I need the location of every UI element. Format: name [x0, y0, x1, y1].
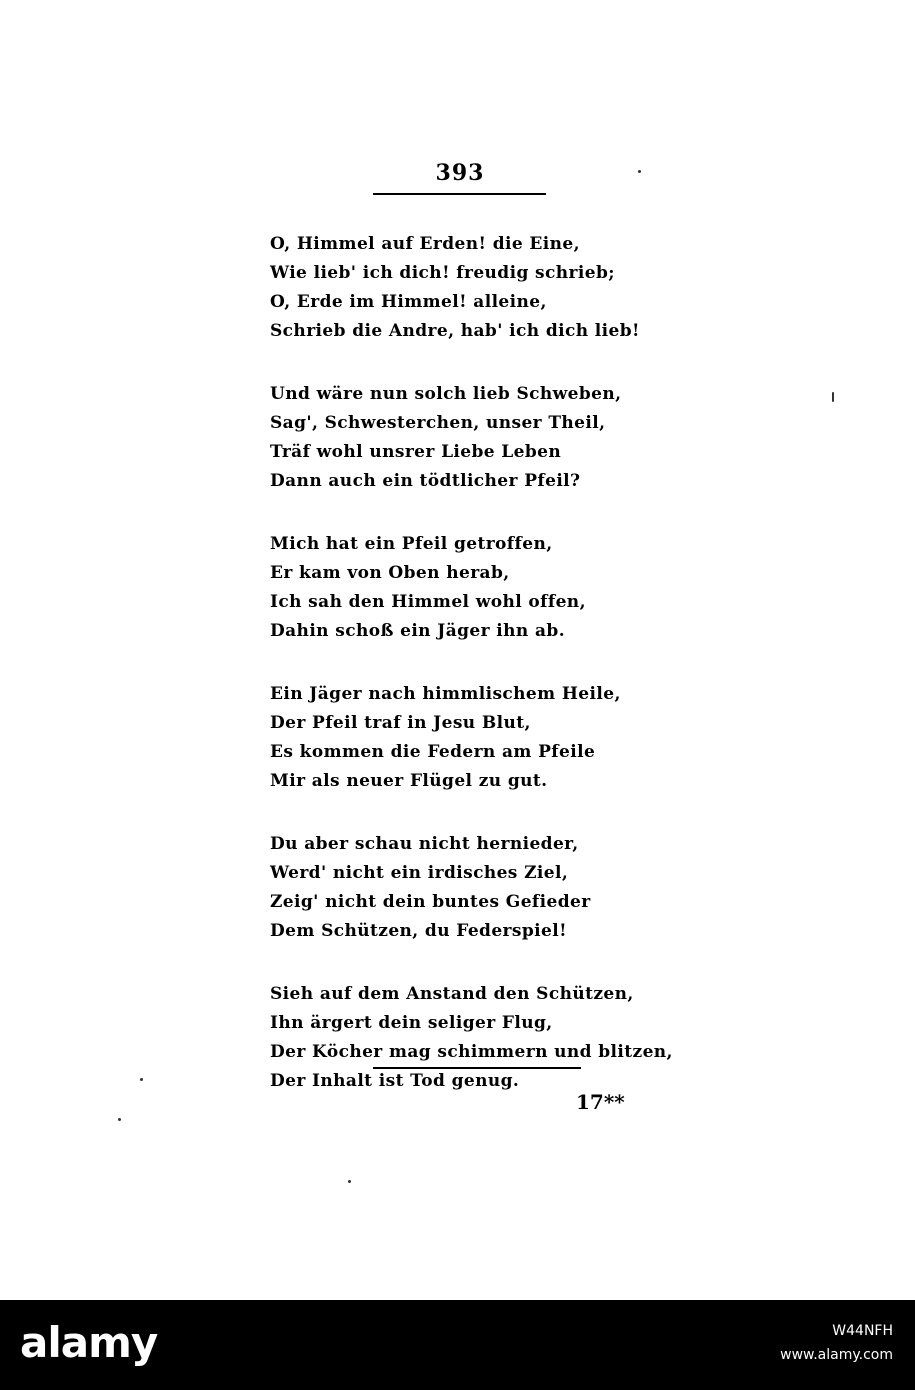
- poem-line: Er kam von Oben herab,: [270, 563, 510, 583]
- poem-line: Zeig' nicht dein buntes Gefieder: [270, 892, 591, 912]
- footer-rule: [373, 1067, 581, 1069]
- poem-line: Es kommen die Federn am Pfeile: [270, 742, 596, 762]
- footer-url: www.alamy.com: [780, 1347, 893, 1363]
- poem-line: Dann auch ein tödtlicher Pfeil?: [270, 471, 581, 491]
- stanza: [270, 230, 670, 346]
- poem-line: O, Himmel auf Erden! die Eine,: [270, 234, 580, 254]
- stanza: [270, 530, 670, 646]
- poem-line: Mir als neuer Flügel zu gut.: [270, 771, 548, 791]
- image-id: W44NFH: [832, 1323, 893, 1339]
- watermark-footer: [0, 1300, 915, 1390]
- print-speck: [118, 1118, 121, 1121]
- stanza: [270, 380, 670, 496]
- poem-line: Werd' nicht ein irdisches Ziel,: [270, 863, 569, 883]
- poem-line: Du aber schau nicht hernieder,: [270, 834, 579, 854]
- stanza: [270, 680, 670, 796]
- poem-line: Dem Schützen, du Federspiel!: [270, 921, 567, 941]
- poem-line: Mich hat ein Pfeil getroffen,: [270, 534, 553, 554]
- poem-line: Der Pfeil traf in Jesu Blut,: [270, 713, 531, 733]
- alamy-logo: alamy: [20, 1318, 158, 1367]
- print-speck: [348, 1180, 351, 1183]
- poem-line: O, Erde im Himmel! alleine,: [270, 292, 547, 312]
- poem-line: Der Köcher mag schimmern und blitzen,: [270, 1042, 673, 1062]
- poem-line: Schrieb die Andre, hab' ich dich lieb!: [270, 321, 640, 341]
- signature-mark: 17**: [576, 1090, 625, 1114]
- page-number: 393: [435, 160, 485, 186]
- poem-line: Ein Jäger nach himmlischem Heile,: [270, 684, 621, 704]
- poem-line: Der Inhalt ist Tod genug.: [270, 1071, 520, 1091]
- poem-line: Ihn ärgert dein seliger Flug,: [270, 1013, 553, 1033]
- print-speck: [140, 1078, 143, 1081]
- poem-line: Sieh auf dem Anstand den Schützen,: [270, 984, 634, 1004]
- stanza: [270, 830, 670, 946]
- poem-line: Ich sah den Himmel wohl offen,: [270, 592, 586, 612]
- poem: [270, 230, 673, 1130]
- print-speck: [832, 392, 834, 402]
- stanza: [270, 980, 673, 1096]
- print-speck: [638, 170, 641, 173]
- poem-line: Wie lieb' ich dich! freudig schrieb;: [270, 263, 615, 283]
- poem-line: Träf wohl unsrer Liebe Leben: [270, 442, 562, 462]
- poem-line: Und wäre nun solch lieb Schweben,: [270, 384, 622, 404]
- poem-line: Dahin schoß ein Jäger ihn ab.: [270, 621, 566, 641]
- poem-line: Sag', Schwesterchen, unser Theil,: [270, 413, 606, 433]
- header-rule: [373, 193, 546, 195]
